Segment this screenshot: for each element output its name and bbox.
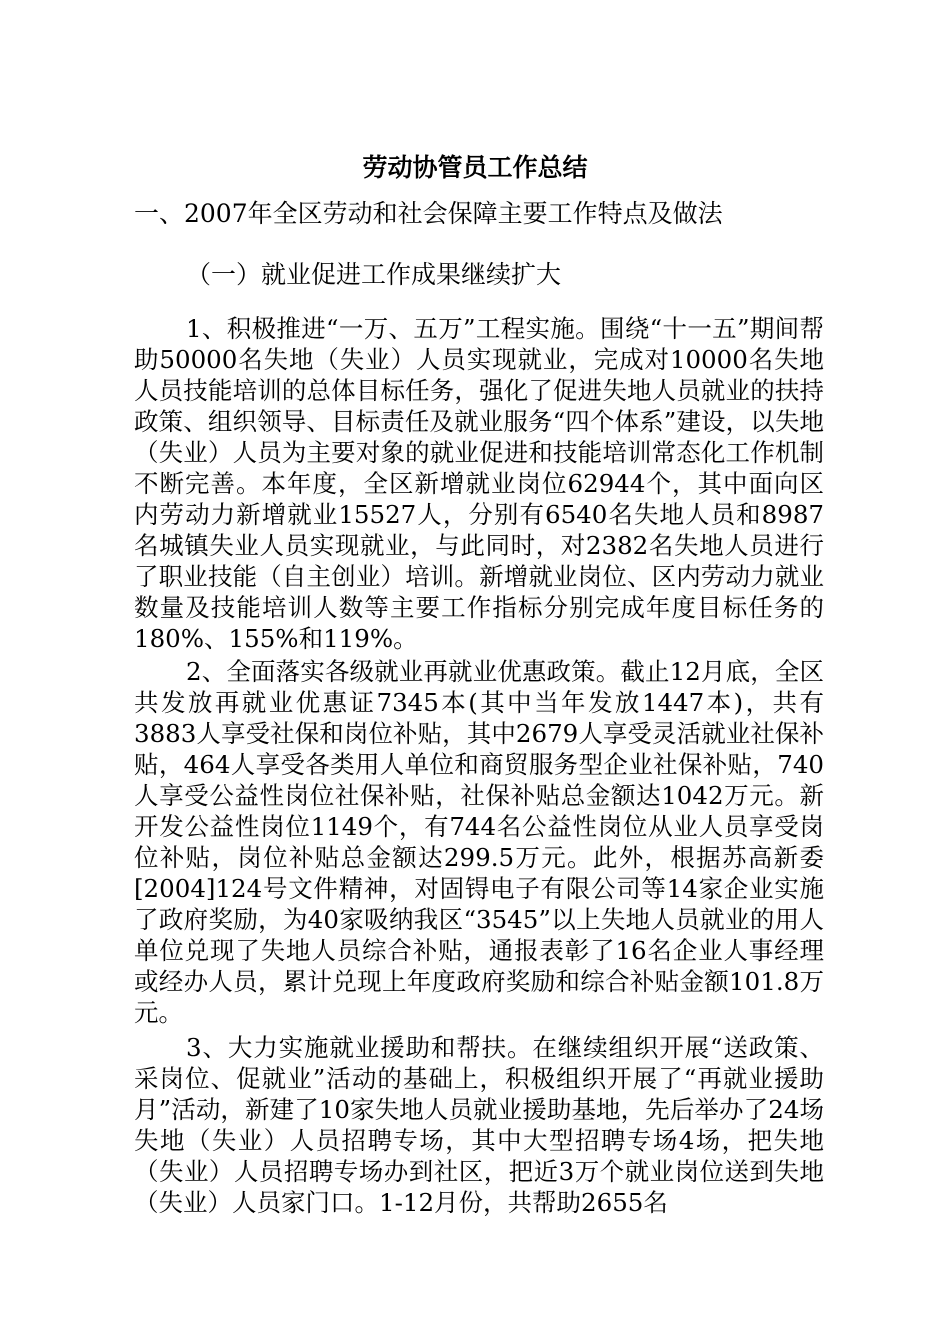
paragraph-preferential-policies: 2、全面落实各级就业再就业优惠政策。截止12月底，全区共发放再就业优惠证7345本(其中当年发放1447本)，共有3883人享受社保和岗位补贴，其中2679人享受灵活就业社保补贴，464人享受各类用人单位和商贸服务型企业社保补贴，740人享受公益性岗位社保补贴，社保补贴总金额达1042万元。新开发公益性岗位1149个，有744名公益性岗位从业人员享受岗位补贴，岗位补贴总金额达299.5万元。此外，根据苏高新委[2004]124号文件精神，对固锝电子有限公司等14家企业实施了政府奖励，为40家吸纳我区“3545”以上失地人员就业的用人单位兑现了失地人员综合补贴，通报表彰了16名企业人事经理或经办人员，累计兑现上年度政府奖励和综合补贴金额101.8万元。 (134, 657, 824, 1027)
section-heading: 一、2007年全区劳动和社会保障主要工作特点及做法 (134, 199, 723, 228)
subsection-heading: （一）就业促进工作成果继续扩大 (186, 260, 562, 289)
paragraph-employment-project: 1、积极推进“一万、五万”工程实施。围绕“十一五”期间帮助50000名失地（失业）人员实现就业，完成对10000名失地人员技能培训的总体目标任务，强化了促进失地人员就业的扶持政策、组织领导、目标责任及就业服务“四个体系”建设，以失地（失业）人员为主要对象的就业促进和技能培训常态化工作机制不断完善。本年度，全区新增就业岗位62944个，其中面向区内劳动力新增就业15527人，分别有6540名失地人员和8987名城镇失业人员实现就业，与此同时，对2382名失地人员进行了职业技能（自主创业）培训。新增就业岗位、区内劳动力就业数量及技能培训人数等主要工作指标分别完成年度目标任务的180%、155%和119%。 (134, 314, 824, 653)
paragraph-employment-assistance: 3、大力实施就业援助和帮扶。在继续组织开展“送政策、采岗位、促就业”活动的基础上，积极组织开展了“再就业援助月”活动，新建了10家失地人员就业援助基地，先后举办了24场失地（失业）人员招聘专场，其中大型招聘专场4场，把失地（失业）人员招聘专场办到社区，把近3万个就业岗位送到失地（失业）人员家门口。1-12月份，共帮助2655名 (134, 1033, 824, 1217)
document-title: 劳动协管员工作总结 (362, 153, 588, 182)
